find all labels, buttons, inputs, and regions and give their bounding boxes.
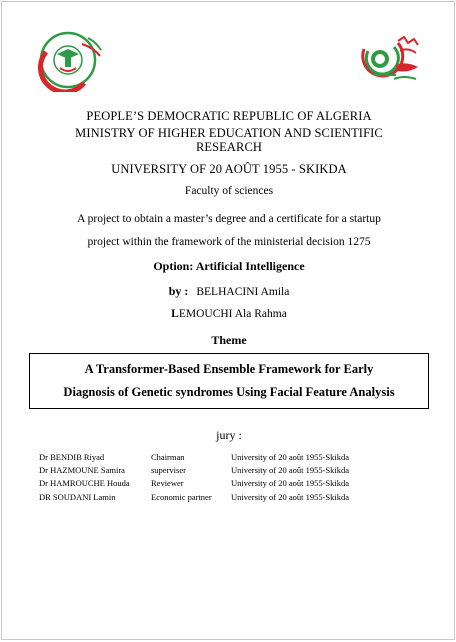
jury-member-name: Dr HAZMOUNE Samira bbox=[39, 464, 125, 475]
header-line-ministry: MINISTRY OF HIGHER EDUCATION AND SCIENTIFIC bbox=[75, 126, 383, 140]
table-row bbox=[39, 490, 381, 503]
theme-title-line-2: Diagnosis of Genetic syndromes Using Facial Feature Analysis bbox=[63, 385, 395, 399]
jury-member-affiliation: University of 20 août 1955-Skikda bbox=[231, 491, 350, 502]
header-line-university: UNIVERSITY OF 20 AOÛT 1955 - SKIKDA bbox=[111, 162, 347, 176]
theme-title-box bbox=[29, 353, 429, 409]
jury-label: jury : bbox=[216, 428, 242, 442]
jury-member-role: Reviewer bbox=[151, 478, 184, 489]
jury-member-affiliation: University of 20 août 1955-Skikda bbox=[231, 451, 350, 462]
authors-line-1 bbox=[2, 284, 456, 299]
jury-member-role: superviser bbox=[151, 464, 186, 475]
by-label: by : bbox=[168, 284, 189, 298]
jury-member-name: Dr BENDIB Riyad bbox=[39, 451, 105, 462]
author-2-initial: L bbox=[171, 308, 179, 320]
author-1: BELHACINI Amila bbox=[196, 286, 290, 298]
table-row bbox=[39, 477, 381, 490]
table-row bbox=[39, 450, 381, 463]
cover-page bbox=[1, 1, 455, 640]
theme-title-line-1: A Transformer-Based Ensemble Framework for Early bbox=[84, 362, 374, 376]
table-row bbox=[39, 463, 381, 476]
faculty-name: Faculty of sciences bbox=[184, 185, 274, 197]
header-line-country: PEOPLE’S DEMOCRATIC REPUBLIC OF ALGERIA bbox=[86, 109, 372, 123]
author-2-rest: EMOUCHI Ala Rahma bbox=[178, 308, 287, 320]
header-line-research: RESEARCH bbox=[195, 140, 263, 154]
jury-member-affiliation: University of 20 août 1955-Skikda bbox=[231, 478, 350, 489]
university-logo bbox=[38, 30, 104, 92]
authors-line-2 bbox=[2, 308, 456, 320]
option-line: Option: Artificial Intelligence bbox=[153, 259, 305, 273]
jury-member-affiliation: University of 20 août 1955-Skikda bbox=[231, 464, 350, 475]
jury-member-role: Chairman bbox=[151, 451, 185, 462]
jury-member-name: DR SOUDANI Lamin bbox=[39, 491, 116, 502]
theme-label: Theme bbox=[211, 333, 247, 347]
project-line-2: project within the framework of the ministerial decision 1275 bbox=[87, 236, 371, 248]
jury-member-role: Economic partner bbox=[151, 491, 212, 502]
anniversary-logo bbox=[358, 35, 420, 85]
project-line-1: A project to obtain a master’s degree and a certificate for a startup bbox=[77, 213, 381, 225]
jury-table bbox=[39, 450, 381, 503]
jury-member-name: Dr HAMROUCHE Houda bbox=[39, 478, 130, 489]
